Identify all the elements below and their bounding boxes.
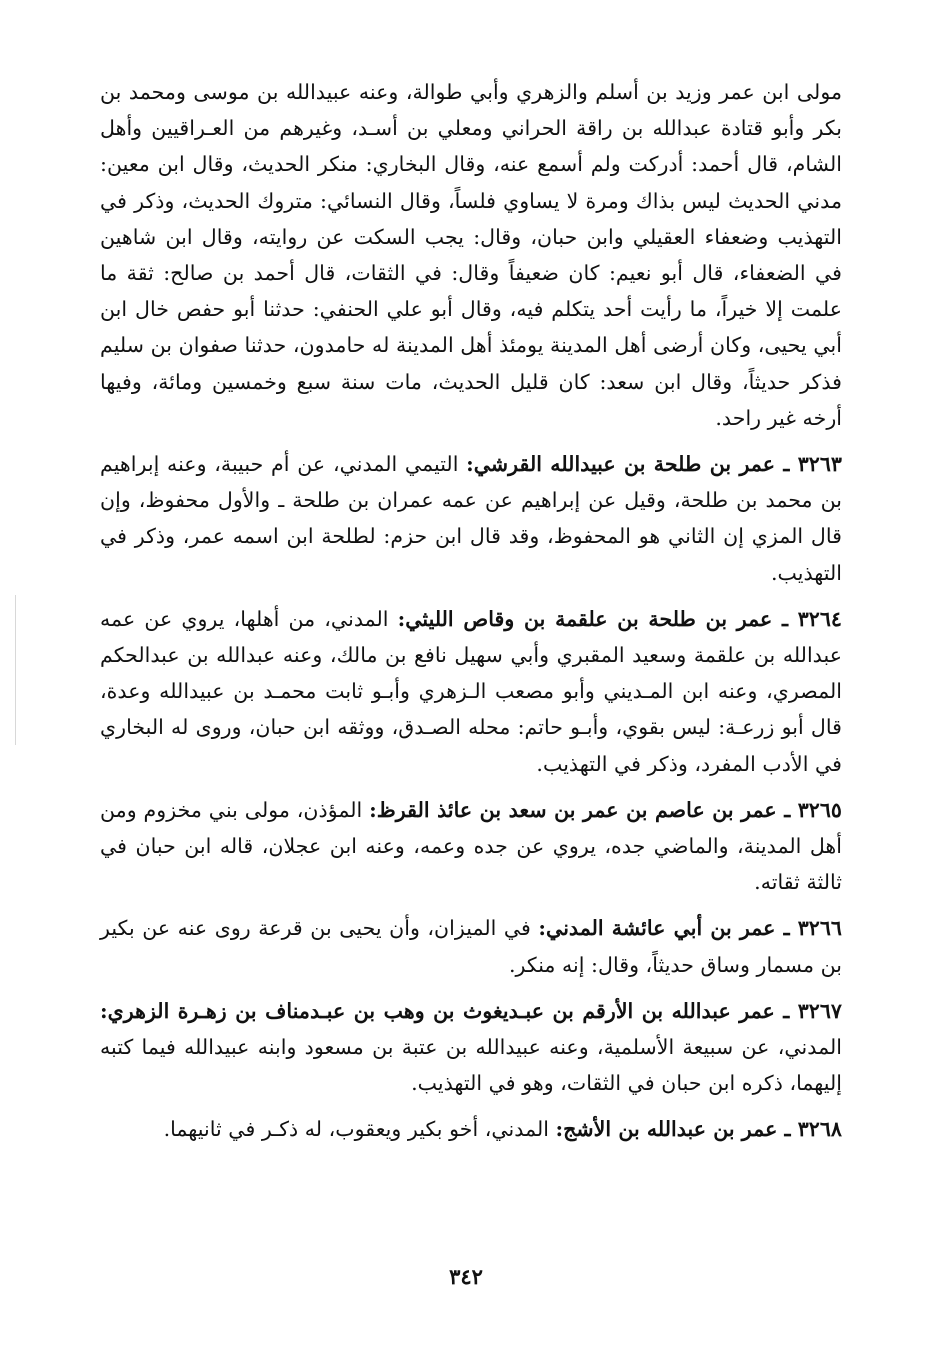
entry-heading: ٣٢٦٤ ـ عمر بن طلحة بن علقمة بن وقاص الليثي:: [397, 606, 842, 631]
entry-heading: ٣٢٦٦ ـ عمر بن أبي عائشة المدني:: [538, 916, 842, 941]
entry-body: التيمي المدني، عن أم حبيبة، وعنه إبراهيم بن محمد بن طلحة، وقيل عن إبراهيم عن عمه عمران بن طلحة ـ والأول محفوظ، وإن قال المزي إن الثاني هو المحفوظ، وقد قال ابن حزم: لطلحة ابن اسمه عمر، وذكر في التهذيب.: [100, 452, 842, 585]
entry-body: المدني، أخو بكير ويعقوب، له ذكـر في ثانيهما.: [163, 1117, 556, 1142]
entry-3264: [100, 601, 842, 782]
entry-heading: ٣٢٦٧ ـ عمر عبدالله بن الأرقم بن عبـديغوث بن وهب بن عبـدمناف بن زهـرة الزهري:: [100, 998, 842, 1023]
entry-body: المدني، عن سبيعة الأسلمية، وعنه عبيدالله بن عتبة بن مسعود وابنه عبيدالله فيما كتبه إليهما، ذكره ابن حبان في الثقات، وهو في التهذيب.: [100, 1035, 842, 1096]
entry-heading: ٣٢٦٥ ـ عمر بن عاصم بن عمر بن سعد بن عائذ القرظ:: [369, 797, 842, 822]
scan-margin-line: [15, 595, 16, 745]
continuation-paragraph: مولى ابن عمر وزيد بن أسلم والزهري وأبي طوالة، وعنه عبيدالله بن موسى ومحمد بن بكر وأبو قتادة عبدالله بن راقة الحراني ومعلي بن أسـد، وغيرهم من العـراقيين وأهل الشام، قال أحمد: أدركت ولم أسمع عنه، وقال البخاري: منكر الحديث، وقال ابن معين: مدني الحديث ليس بذاك ومرة لا يساوي فلساً، وقال النسائي: متروك الحديث، وذكر في التهذيب وضعفاء العقيلي وابن حبان، وقال: يجب السكت عن روايته، وقال ابن شاهين في الضعفاء، قال أبو نعيم: كان ضعيفاً وقال: في الثقات، قال أحمد بن صالح: ثقة ما علمت إلا خيراً، ما رأيت أحد يتكلم فيه، وقال أبو علي الحنفي: حدثنا أبو حفص خال ابن أبي يحيى، وكان أرضى أهل المدينة يومئذ أهل المدينة له حامدون، حدثنا صفوان بن سليم فذكر حديثاً، وقال ابن سعد: كان قليل الحديث، مات سنة سبع وخمسين ومائة، وفيها أرخه غير راحد.: [100, 80, 842, 430]
entry-body: في الميزان، وأن يحيى بن قرعة روى عنه عن بكير بن مسمار وساق حديثاً، وقال: إنه منكر.: [100, 916, 842, 977]
entry-3267: [100, 993, 842, 1102]
entry-body: المدني، من أهلها، يروي عن عمه عبدالله بن علقمة وسعيد المقبري وأبي سهيل نافع بن مالك، وعنه عبدالله بن عبدالحكم المصري، وعنه ابن المـديني وأبو مصعب الـزهري وأبـو ثابت محمـد بن عبيدالله وعدة، قال أبو زرعـة: ليس بقوي، وأبـو حاتم: محله الصـدق، ووثقه ابن حبان، وروى له البخاري في الأدب المفرد، وذكر في التهذيب.: [100, 606, 842, 776]
entry-3263: [100, 446, 842, 591]
entry-body: المؤذن، مولى بني مخزوم ومن أهل المدينة، والماضي جده، يروي عن جده وعمه، وعنه ابن عجلان، قاله ابن حبان في ثالثة ثقاته.: [100, 797, 842, 895]
entry-3266: [100, 910, 842, 982]
text-column: [100, 74, 842, 1148]
entry-3268: [100, 1111, 842, 1147]
entry-heading: ٣٢٦٨ ـ عمر بن عبدالله بن الأشج:: [555, 1117, 842, 1142]
entry-3265: [100, 792, 842, 901]
entry-heading: ٣٢٦٣ ـ عمر بن طلحة بن عبيدالله القرشي:: [466, 452, 842, 477]
page-number: ٣٤٢: [449, 1264, 483, 1289]
